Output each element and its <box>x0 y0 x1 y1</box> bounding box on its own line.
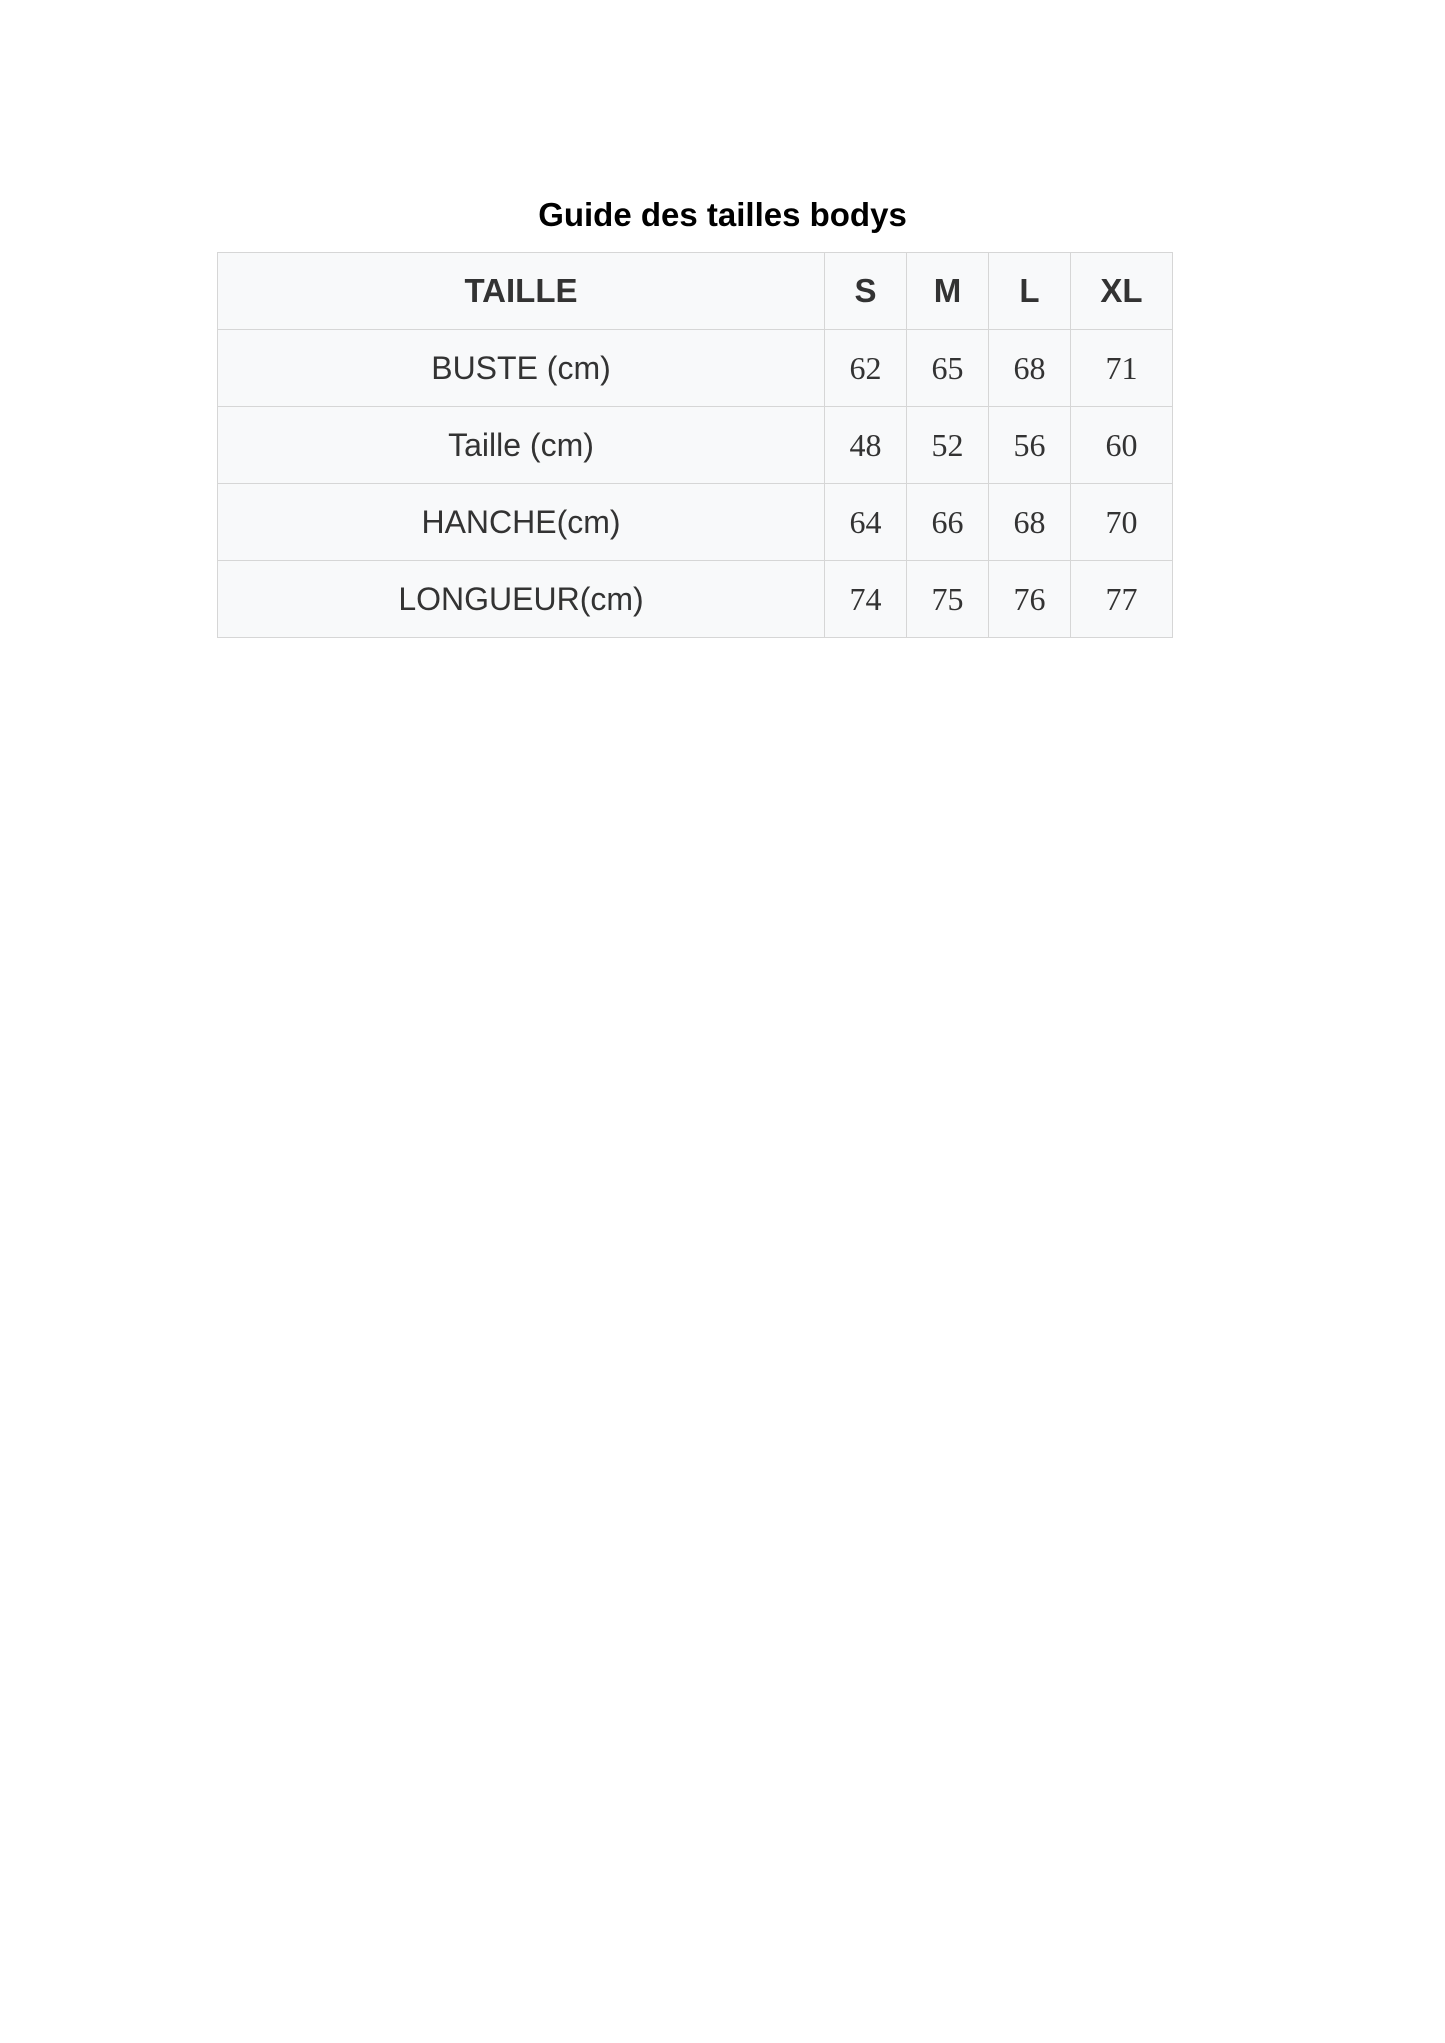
table-cell: 56 <box>989 407 1071 484</box>
header-cell-xl: XL <box>1071 253 1173 330</box>
table-cell: 71 <box>1071 330 1173 407</box>
table-cell: 74 <box>825 561 907 638</box>
table-row <box>218 484 1173 561</box>
table-cell: 64 <box>825 484 907 561</box>
row-label: BUSTE (cm) <box>218 330 825 407</box>
size-chart-table <box>217 252 1173 638</box>
row-label: HANCHE(cm) <box>218 484 825 561</box>
header-cell-s: S <box>825 253 907 330</box>
header-cell-m: M <box>907 253 989 330</box>
table-cell: 75 <box>907 561 989 638</box>
page-title: Guide des tailles bodys <box>538 196 907 233</box>
row-label: LONGUEUR(cm) <box>218 561 825 638</box>
table-cell: 66 <box>907 484 989 561</box>
table-cell: 68 <box>989 330 1071 407</box>
table-cell: 65 <box>907 330 989 407</box>
table-row <box>218 561 1173 638</box>
header-cell-size-label: TAILLE <box>218 253 825 330</box>
table-header-row <box>218 253 1173 330</box>
table-cell: 76 <box>989 561 1071 638</box>
table-cell: 52 <box>907 407 989 484</box>
table-cell: 60 <box>1071 407 1173 484</box>
header-cell-l: L <box>989 253 1071 330</box>
table-row <box>218 407 1173 484</box>
table-cell: 62 <box>825 330 907 407</box>
table-cell: 77 <box>1071 561 1173 638</box>
table-cell: 68 <box>989 484 1071 561</box>
table-cell: 48 <box>825 407 907 484</box>
row-label: Taille (cm) <box>218 407 825 484</box>
table-row <box>218 330 1173 407</box>
table-cell: 70 <box>1071 484 1173 561</box>
